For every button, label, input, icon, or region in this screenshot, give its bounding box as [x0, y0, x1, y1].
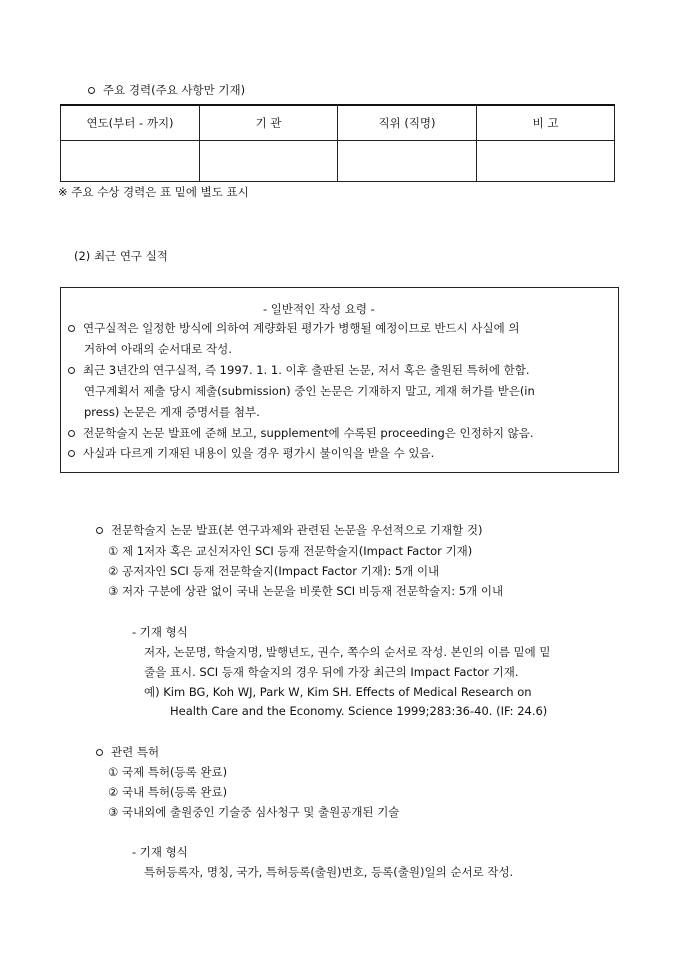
guide-title: - 일반적인 작성 요령 - [263, 302, 375, 316]
papers-format-line: 줄을 표시. SCI 등재 학술지의 경우 뒤에 가장 최근의 Impact Factor 기재. [144, 665, 519, 679]
paper-item: ② 공저자인 SCI 등재 전문학술지(Impact Factor 기재): 5개 이내 [108, 564, 440, 578]
circle-bullet-icon [68, 325, 75, 332]
circle-bullet-icon [68, 450, 75, 457]
circle-bullet-icon [68, 367, 75, 374]
guide-item: 사실과 다르게 기재된 내용이 있을 경우 평가시 불이익을 받을 수 있음. [68, 446, 434, 460]
career-heading: 주요 경력(주요 사항만 기재) [88, 82, 245, 98]
header-remarks: 비 고 [477, 105, 615, 141]
guide-item-cont: 연구계획서 제출 당시 제출(submission) 중인 논문은 기재하지 말고, 게재 허가를 받은(in [84, 384, 535, 398]
papers-heading: 전문학술지 논문 발표(본 연구과제와 관련된 논문을 우선적으로 기재할 것) [96, 522, 482, 538]
patents-heading: 관련 특허 [96, 744, 159, 760]
circle-bullet-icon [96, 749, 103, 756]
patents-format-line: 특허등록자, 명칭, 국가, 특허등록(출원)번호, 등록(출원)일의 순서로 작성. [144, 865, 514, 879]
header-institution: 기 관 [200, 105, 338, 141]
circle-bullet-icon [88, 87, 95, 94]
papers-example-line: 예) Kim BG, Koh WJ, Park W, Kim SH. Effects of Medical Research on [144, 685, 532, 699]
cell-remarks[interactable] [477, 141, 615, 182]
cell-position[interactable] [338, 141, 477, 182]
cell-institution[interactable] [200, 141, 338, 182]
guide-item: 전문학술지 논문 발표에 준해 보고, supplement에 수록된 proceeding은 인정하지 않음. [68, 426, 534, 440]
cell-period[interactable] [61, 141, 200, 182]
guide-item-cont: press) 논문은 게재 증명서를 첨부. [84, 405, 260, 419]
guide-item-cont: 거하여 아래의 순서대로 작성. [84, 342, 232, 356]
patent-item: ② 국내 특허(등록 완료) [108, 785, 228, 799]
papers-format-label: - 기재 형식 [132, 625, 188, 639]
paper-item: ③ 저자 구분에 상관 없이 국내 논문을 비롯한 SCI 비등재 전문학술지: 5개 이내 [108, 584, 504, 598]
table-row [61, 141, 615, 182]
circle-bullet-icon [96, 527, 103, 534]
header-period: 연도(부터 - 까지) [61, 105, 200, 141]
guide-item: 연구실적은 일정한 방식에 의하여 계량화된 평가가 병행될 예정이므로 반드시 사실에 의 [68, 321, 519, 335]
papers-example-line: Health Care and the Economy. Science 1999;283:36-40. (IF: 24.6) [170, 704, 548, 718]
patent-item: ① 국제 특허(등록 완료) [108, 765, 228, 779]
papers-format-line: 저자, 논문명, 학술지명, 발행년도, 권수, 쪽수의 순서로 작성. 본인의 이름 밑에 밑 [144, 645, 551, 659]
paper-item: ① 제 1저자 혹은 교신저자인 SCI 등재 전문학술지(Impact Factor 기재) [108, 544, 473, 558]
table-header-row [61, 105, 615, 141]
section-title: (2) 최근 연구 실적 [74, 249, 168, 263]
header-position: 직위 (직명) [338, 105, 477, 141]
patent-item: ③ 국내외에 출원중인 기술중 심사청구 및 출원공개된 기술 [108, 805, 400, 819]
award-note: ※ 주요 수상 경력은 표 밑에 별도 표시 [58, 185, 249, 199]
patents-format-label: - 기재 형식 [132, 845, 188, 859]
career-table [60, 104, 615, 182]
guide-item: 최근 3년간의 연구실적, 즉 1997. 1. 1. 이후 출판된 논문, 저서 혹은 출원된 특허에 한함. [68, 363, 530, 377]
circle-bullet-icon [68, 430, 75, 437]
